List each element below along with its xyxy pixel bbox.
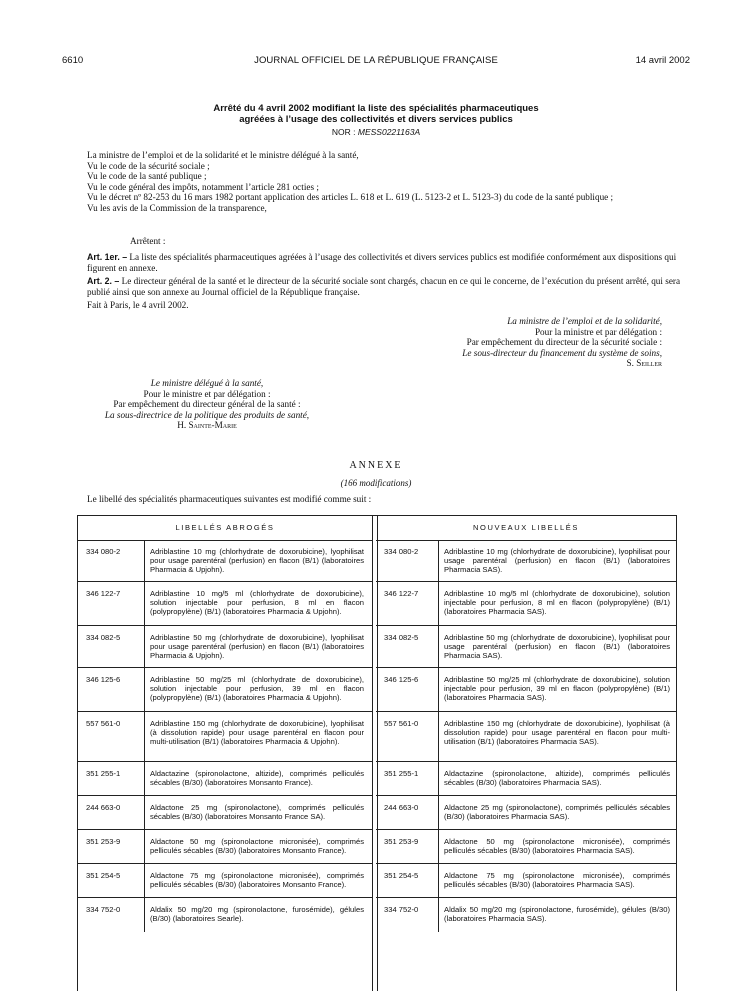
signatory-title: La ministre de l’emploi et de la solidarité, [507,316,662,326]
annexe-table [77,515,677,991]
annexe-intro: Le libellé des spécialités pharmaceutiques suivantes est modifié comme suit : [87,494,372,504]
new-label: Aldalix 50 mg/20 mg (spironolactone, furosémide), gélules (B/30) (laboratoires Pharmacia SAS). [444,905,670,923]
nor-reference [62,127,690,137]
code-divider [438,796,439,830]
code-divider [144,830,145,864]
new-label: Adriblastine 150 mg (chlorhydrate de doxorubicine), lyophilisat (à dissolution rapide) pour usage parentéral en flacon pour multi-utilisation (B/1) (laboratoires Pharmacia SAS). [444,719,670,746]
table-row [78,898,676,932]
issue-date: 14 avril 2002 [635,55,690,66]
table-row [78,830,676,864]
article-2-label: Art. 2. – [87,276,120,286]
annexe-subtitle: (166 modifications) [340,478,412,488]
signatory-empechement: Par empêchement du directeur général de la santé : [113,399,301,410]
new-label: Aldactone 25 mg (spironolactone), comprimés pelliculés sécables (B/30) (laboratoires Pharmacia SAS). [444,803,670,821]
old-label: Adriblastine 50 mg/25 ml (chlorhydrate de doxorubicine), solution injectable pour perfusion, 39 ml en flacon (polypropylène) (B/1) (laboratoires Pharmacia & Upjohn). [150,675,364,702]
table-row [78,712,676,762]
new-code: 334 752-0 [384,905,419,914]
old-label: Adriblastine 50 mg (chlorhydrate de doxorubicine), lyophilisat pour usage parentéral (perfusion) en flacon (B/1) (laboratoires Pharmacia & Upjohn). [150,633,364,660]
old-label: Adriblastine 10 mg (chlorhydrate de doxorubicine), lyophilisat pour usage parentéral (perfusion) en flacon (B/1) (laboratoires Pharmacia & Upjohn). [150,547,364,574]
visa-line: Vu le code de la sécurité sociale ; [87,160,210,171]
table-row [78,762,676,796]
signatory-function: Le sous-directeur du financement du système de soins, [462,347,662,358]
visa-line: Vu le code de la santé publique ; [87,171,207,182]
annexe-title: ANNEXE [349,460,403,471]
nor-value: MESS0221163A [357,127,421,137]
old-code: 351 254-5 [86,871,121,880]
new-code: 351 253-9 [384,837,419,846]
old-label: Aldactone 50 mg (spironolactone micronisée), comprimés pelliculés sécables (B/30) (laboratoires Monsanto France). [150,837,364,855]
signatory-function: La sous-directrice de la politique des produits de santé, [104,409,310,420]
column-header-new: NOUVEAUX LIBELLÉS [473,523,579,532]
new-code: 351 254-5 [384,871,419,880]
article-1-label: Art. 1er. – [87,252,128,262]
table-row [78,582,676,626]
new-code: 346 125-6 [384,675,419,684]
article-1 [87,252,690,273]
new-code: 334 080-2 [384,547,419,556]
old-code: 346 125-6 [86,675,121,684]
old-label: Aldalix 50 mg/20 mg (spironolactone, furosémide), gélules (B/30) (laboratoires Searle). [150,905,364,923]
new-code: 346 122-7 [384,589,419,598]
article-1-text: La liste des spécialités pharmaceutiques agréées à l’usage des collectivités et divers services publics est modifiée conformément aux dispositions qui figurent en annexe. [87,252,677,273]
running-header [62,55,690,69]
code-divider [144,668,145,712]
code-divider [438,626,439,668]
old-label: Aldactazine (spironolactone, altizide), comprimés pelliculés sécables (B/30) (laboratoires Monsanto France). [150,769,364,787]
old-label: Aldactone 25 mg (spironolactone), comprimés pelliculés sécables (B/30) (laboratoires Monsanto France SA). [150,803,364,821]
visas-block [87,150,690,214]
signatory-delegation: Pour la ministre et par délégation : [534,326,662,337]
signatory-delegation: Pour le ministre et par délégation : [143,388,271,399]
decree-title-line-1: Arrêté du 4 avril 2002 modifiant la liste des spécialités pharmaceutiques [213,103,539,114]
code-divider [144,582,145,626]
code-divider [438,830,439,864]
page-number: 6610 [62,55,84,66]
visa-line: La ministre de l’emploi et de la solidarité et le ministre délégué à la santé, [87,150,359,160]
old-label: Aldactone 75 mg (spironolactone micronisée), comprimés pelliculés sécables (B/30) (laboratoires Monsanto France). [150,871,364,889]
new-label: Adriblastine 50 mg (chlorhydrate de doxorubicine), lyophilisat pour usage parentéral (perfusion) en flacon (B/1) (laboratoires Pharmacia SAS). [444,633,670,660]
code-divider [438,762,439,796]
code-divider [438,668,439,712]
article-2 [87,276,690,297]
journal-name: JOURNAL OFFICIEL DE LA RÉPUBLIQUE FRANÇAISE [254,55,498,66]
new-code: 351 255-1 [384,769,419,778]
new-code: 557 561-0 [384,719,419,728]
old-label: Adriblastine 10 mg/5 ml (chlorhydrate de doxorubicine), solution injectable pour perfusion, 8 ml en flacon (polypropylène) (B/1) (laboratoires Pharmacia & Upjohn). [150,589,364,616]
code-divider [438,864,439,898]
column-header-old: LIBELLÉS ABROGÉS [175,523,275,532]
code-divider [144,864,145,898]
old-code: 351 253-9 [86,837,121,846]
new-code: 334 082-5 [384,633,419,642]
old-code: 557 561-0 [86,719,121,728]
nor-label: NOR : [331,127,356,137]
old-code: 334 752-0 [86,905,121,914]
signatory-title: Le ministre délégué à la santé, [150,378,264,388]
table-row [78,668,676,712]
table-row [78,864,676,898]
visa-line: Vu le code général des impôts, notamment l’article 281 octies ; [87,181,319,192]
decree-title [62,103,690,125]
code-divider [144,762,145,796]
code-divider [438,712,439,762]
old-code: 346 122-7 [86,589,121,598]
code-divider [438,898,439,932]
new-label: Adriblastine 50 mg/25 ml (chlorhydrate de doxorubicine), solution injectable pour perfusion, 39 ml en flacon (polypropylène) (B/1) (laboratoires Pharmacia SAS). [444,675,670,702]
signatory-empechement: Par empêchement du directeur de la sécurité sociale : [466,337,662,348]
new-label: Aldactone 75 mg (spironolactone micronisée), comprimés pelliculés sécables (B/30) (laboratoires Pharmacia SAS). [444,871,670,889]
code-divider [144,626,145,668]
signatory-name: H. Sainte-Marie [177,420,237,431]
old-label: Adriblastine 150 mg (chlorhydrate de doxorubicine), lyophilisat (à dissolution rapide) pour usage parentéral en flacon pour multi-utilisation (B/1) (laboratoires Pharmacia & Upjohn). [150,719,364,746]
old-code: 334 082-5 [86,633,121,642]
new-label: Aldactazine (spironolactone, altizide), comprimés pelliculés sécables (B/30) (laboratoires Pharmacia SAS). [444,769,670,787]
new-label: Adriblastine 10 mg/5 ml (chlorhydrate de doxorubicine), solution injectable pour perfusion, 8 ml en flacon (polypropylène) (B/1) (laboratoires Pharmacia SAS). [444,589,670,616]
arretent-heading: Arrêtent : [130,236,166,246]
signature-block-left [50,378,364,431]
old-code: 334 080-2 [86,547,121,556]
new-label: Adriblastine 10 mg (chlorhydrate de doxorubicine), lyophilisat pour usage parentéral (perfusion) en flacon (B/1) (laboratoires Pharmacia SAS). [444,547,670,574]
new-code: 244 663-0 [384,803,419,812]
code-divider [438,540,439,582]
code-divider [144,898,145,932]
old-code: 351 255-1 [86,769,121,778]
table-row [78,626,676,668]
code-divider [144,712,145,762]
old-code: 244 663-0 [86,803,121,812]
visa-line: Vu les avis de la Commission de la transparence, [87,202,267,213]
table-row [78,796,676,830]
signatory-name: S. Seiller [626,358,662,369]
code-divider [144,796,145,830]
decree-title-line-2: agréées à l’usage des collectivités et divers services publics [239,114,513,125]
code-divider [144,540,145,582]
table-row [78,540,676,582]
signature-block-right [380,316,662,369]
visa-line: Vu le décret nº 82-253 du 16 mars 1982 portant application des articles L. 618 et L. 619 (L. 5123-2 et L. 5123-3) du code de la santé publique ; [87,192,614,203]
new-label: Aldactone 50 mg (spironolactone micronisée), comprimés pelliculés sécables (B/30) (laboratoires Pharmacia SAS). [444,837,670,855]
code-divider [438,582,439,626]
article-2-text: Le directeur général de la santé et le directeur de la sécurité sociale sont chargés, chacun en ce qui le concerne, de l’exécution du présent arrêté, qui sera publié ainsi que son annexe au Journal officiel de la République française. [87,276,681,297]
place-date: Fait à Paris, le 4 avril 2002. [87,300,189,310]
